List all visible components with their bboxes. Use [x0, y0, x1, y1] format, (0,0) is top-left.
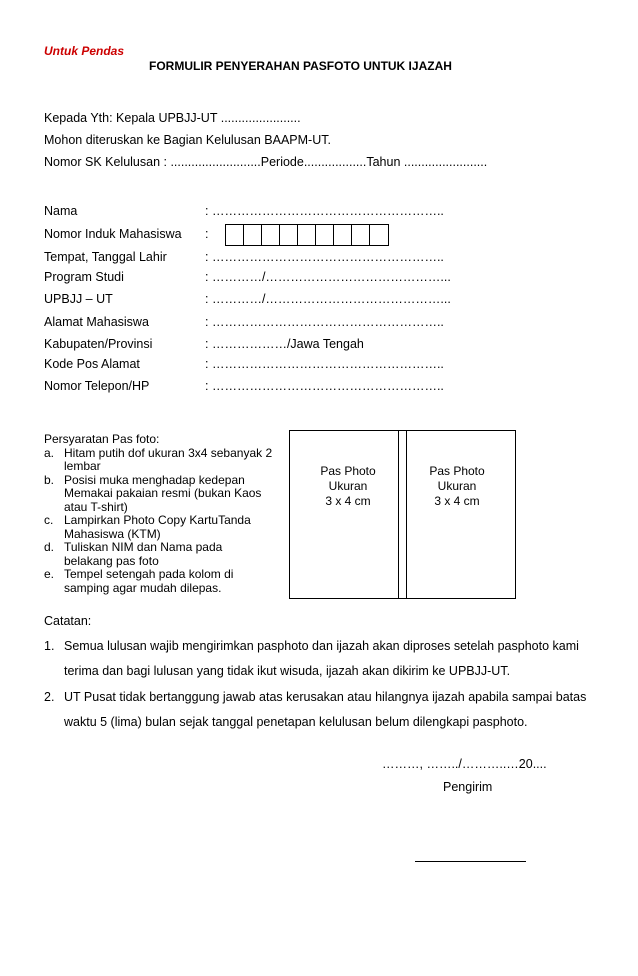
requirement-item — [44, 474, 274, 515]
requirement-item — [44, 541, 274, 568]
requirement-text: Hitam putih dof ukuran 3x4 sebanyak 2 lembar — [64, 445, 273, 473]
field-value-nama[interactable]: : ……………………………………………….. — [205, 204, 444, 218]
photo-requirements — [44, 433, 274, 595]
requirement-mark: e. — [44, 567, 55, 581]
requirement-item — [44, 568, 274, 595]
field-label-nama: Nama — [44, 204, 78, 218]
photo-box-size-label: Ukuran — [328, 479, 368, 493]
photo-box-label: Pas Photo — [320, 464, 376, 478]
sender-label: Pengirim — [443, 780, 493, 794]
note-text: UT Pusat tidak bertanggung jawab atas kerusakan atau hilangnya ijazah apabila sampai batas waktu 5 (lima) bulan sejak tanggal penetapan kelulusan belum dilengkapi pasphoto. — [64, 690, 587, 729]
photo-box-1[interactable] — [289, 430, 407, 599]
requirement-text: Tuliskan NIM dan Nama pada belakang pas foto — [64, 540, 223, 568]
signature-line[interactable] — [415, 861, 526, 862]
notes-heading: Catatan: — [44, 614, 92, 628]
field-label-upbjj: UPBJJ – UT — [44, 292, 113, 306]
photo-box-size-value: 3 x 4 cm — [434, 494, 480, 508]
field-label-kodepos: Kode Pos Alamat — [44, 357, 140, 371]
nim-cell[interactable] — [226, 225, 244, 245]
field-label-ttl: Tempat, Tanggal Lahir — [44, 250, 167, 264]
requirement-mark: d. — [44, 540, 55, 554]
requirement-text: Posisi muka menghadap kedepan Memakai pakaian resmi (bukan Kaos atau T-shirt) — [64, 472, 262, 514]
requirement-item — [44, 514, 274, 541]
note-text: Semua lulusan wajib mengirimkan pasphoto dan ijazah akan diproses setelah pasphoto kami terima dan bagi lulusan yang tidak ikut wisuda, ijazah akan dikirim ke UPBJJ-UT. — [64, 639, 579, 678]
requirement-mark: a. — [44, 445, 55, 460]
forward-line: Mohon diteruskan ke Bagian Kelulusan BAAPM-UT. — [44, 133, 331, 147]
field-value-telepon[interactable]: : ……………………………………………….. — [205, 379, 444, 393]
field-value-prodi[interactable]: : …………/……………………………………... — [205, 270, 451, 284]
note-item — [44, 634, 604, 684]
nim-cell[interactable] — [298, 225, 316, 245]
nim-cell[interactable] — [280, 225, 298, 245]
requirement-mark: c. — [44, 513, 54, 527]
nim-cell[interactable] — [262, 225, 280, 245]
field-value-kabupaten[interactable]: : ………………/Jawa Tengah — [205, 337, 364, 351]
nim-cell[interactable] — [370, 225, 388, 245]
requirement-text: Lampirkan Photo Copy KartuTanda Mahasiswa (KTM) — [64, 513, 251, 541]
field-label-kabupaten: Kabupaten/Provinsi — [44, 337, 153, 351]
field-value-ttl[interactable]: : ……………………………………………….. — [205, 250, 444, 264]
notes-section — [44, 614, 604, 735]
nim-cell[interactable] — [316, 225, 334, 245]
form-tag: Untuk Pendas — [44, 44, 125, 58]
field-label-prodi: Program Studi — [44, 270, 124, 284]
photo-box-label: Pas Photo — [429, 464, 485, 478]
photo-box-size-value: 3 x 4 cm — [325, 494, 371, 508]
field-label-alamat: Alamat Mahasiswa — [44, 315, 149, 329]
nim-cell[interactable] — [352, 225, 370, 245]
note-item — [44, 685, 604, 735]
nim-cell[interactable] — [334, 225, 352, 245]
nim-input-boxes[interactable] — [225, 224, 389, 246]
field-value-kodepos[interactable]: : ……………………………………………….. — [205, 357, 444, 371]
field-label-nim: Nomor Induk Mahasiswa — [44, 227, 182, 241]
nim-cell[interactable] — [244, 225, 262, 245]
field-value-upbjj[interactable]: : …………/……………………………………... — [205, 292, 451, 306]
note-mark: 2. — [44, 690, 55, 704]
photo-box-2[interactable] — [398, 430, 516, 599]
addressee-line: Kepada Yth: Kepala UPBJJ-UT ....................... — [44, 111, 301, 125]
sk-number-line: Nomor SK Kelulusan : ..........................Periode..................Tahun ........................ — [44, 155, 488, 169]
photo-box-size-label: Ukuran — [437, 479, 477, 493]
requirement-text: Tempel setengah pada kolom di samping agar mudah dilepas. — [64, 567, 234, 595]
field-label-telepon: Nomor Telepon/HP — [44, 379, 150, 393]
requirement-mark: b. — [44, 472, 55, 487]
requirement-item — [44, 447, 274, 474]
requirements-heading: Persyaratan Pas foto: — [44, 432, 160, 446]
field-value-nim-colon: : — [205, 227, 209, 241]
form-title: FORMULIR PENYERAHAN PASFOTO UNTUK IJAZAH — [149, 59, 452, 73]
note-mark: 1. — [44, 639, 55, 653]
signature-date-line[interactable]: ………, ……../………..…20.... — [382, 757, 547, 771]
field-value-alamat[interactable]: : ……………………………………………….. — [205, 315, 444, 329]
